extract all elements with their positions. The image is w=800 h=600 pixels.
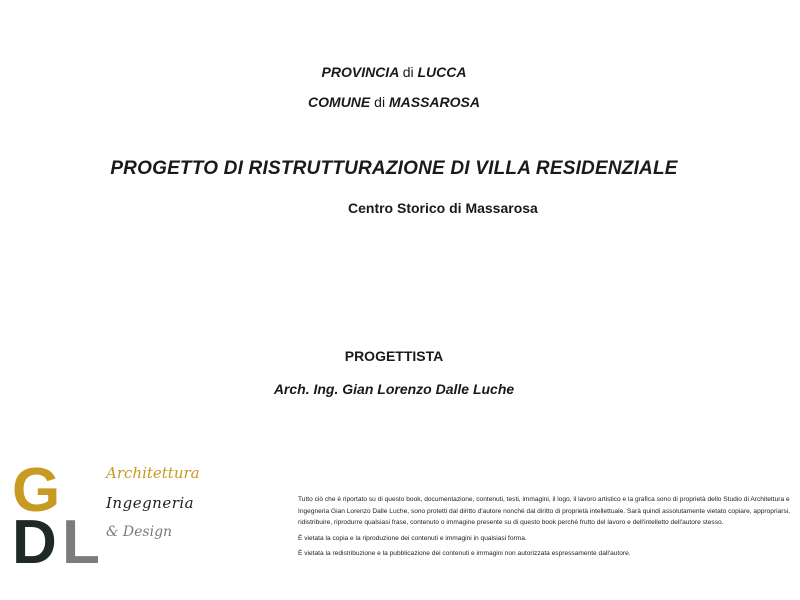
province-word: PROVINCIA	[321, 64, 399, 80]
designer-name: Arch. Ing. Gian Lorenzo Dalle Luche	[273, 381, 515, 397]
disclaimer-redistribution-note: È vietata la redistribuzione e la pubblicazione dei contenuti e immagini non autorizzata espressamente dall'autore.	[298, 550, 631, 558]
copyright-disclaimer	[298, 494, 794, 564]
disclaimer-copy-note: È vietata la copia e la riproduzione dei contenuti e immagini in qualsiasi forma.	[298, 534, 527, 542]
comune-name: MASSAROSA	[388, 94, 480, 110]
province-di: di	[402, 64, 414, 80]
logo-letter-g: G	[12, 456, 61, 525]
province-heading	[0, 64, 794, 80]
designer-label: PROGETTISTA	[344, 348, 444, 364]
comune-word: COMUNE	[308, 94, 371, 110]
logo-text-design: & Design	[106, 524, 173, 540]
province-name: LUCCA	[417, 64, 467, 80]
project-title: PROGETTO DI RISTRUTTURAZIONE DI VILLA RESIDENZIALE	[110, 158, 678, 179]
logo-letter-d: D	[12, 508, 57, 577]
project-subtitle: Centro Storico di Massarosa	[348, 200, 538, 216]
comune-heading	[0, 94, 794, 110]
disclaimer-paragraph: Tutto ciò che è riportato su di questo book, documentazione, contenuti, testi, immagini, il logo, il lavoro artistico e la grafica sono di proprietà dello Studio di Architettura e Ingegneria Gian Lorenzo Dalle Luche, sono protetti dal diritto d'autore nonché dal diritto di proprietà intellettuale. Sarà quindi assolutamente vietato copiare, appropriarsi, ridistribuire, riprodurre qualsiasi frase, contenuto o immagine presente su di questo book perché frutto del lavoro e dell'intelletto dell'autore stesso.	[298, 496, 791, 527]
logo-letter-l: L	[62, 508, 100, 577]
logo-text-architettura: Architettura	[106, 464, 200, 482]
studio-logo	[10, 456, 210, 580]
comune-di: di	[374, 94, 386, 110]
logo-text-ingegneria: Ingegneria	[106, 494, 195, 512]
